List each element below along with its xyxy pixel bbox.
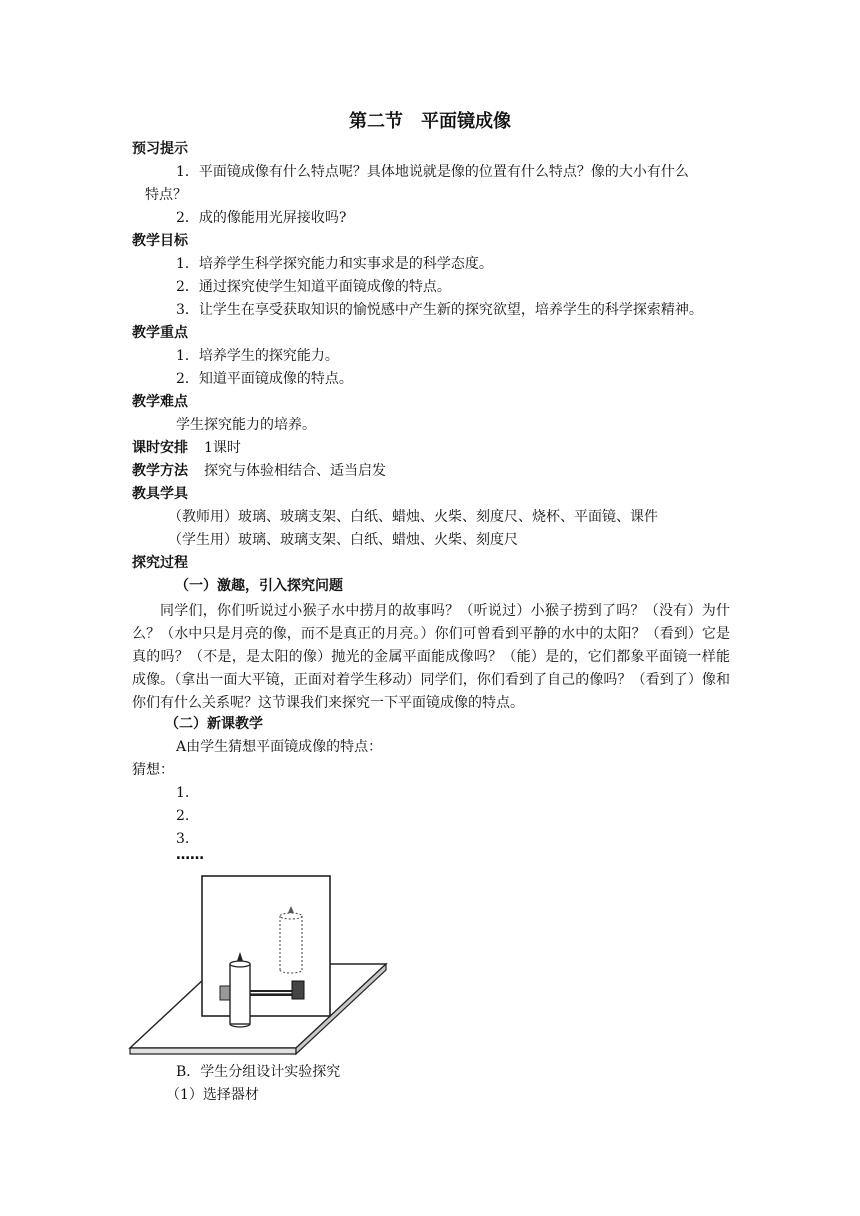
tools-teacher: （教师用）玻璃、玻璃支架、白纸、蜡烛、火柴、刻度尺、烧杯、平面镜、课件 [168, 509, 658, 525]
focus-heading: 教学重点 [132, 325, 188, 341]
step-1: （1）选择器材 [166, 1087, 259, 1103]
guess-item: 2. [176, 808, 190, 824]
tools-heading: 教具学具 [132, 486, 188, 502]
part1-paragraph: 同学们，你们听说过小猴子水中捞月的故事吗？（听说过）小猴子捞到了吗？（没有）为什么？（水中只是月亮的像，而不是真正的月亮。）你们可曾看到平静的水中的太阳？（看到）它是真的吗？（不是，是太阳的像）抛光的金属平面能成像吗？（能）是的，它们都象平面镜一样能成像。（拿出一面大平镜，正面对着学生移动）同学们，你们看到了自己的像吗？（看到了）像和你们有什么关系呢？这节课我们来探究一下平面镜成像的特点。 [132, 603, 730, 711]
preview-heading: 预习提示 [132, 141, 188, 157]
schedule-heading: 课时安排 [132, 440, 188, 456]
goal-item: 2．通过探究使学生知道平面镜成像的特点。 [176, 279, 451, 295]
page-title: 第二节 平面镜成像 [349, 111, 511, 132]
goals-heading: 教学目标 [132, 233, 188, 249]
left-clamp [220, 986, 230, 1000]
preview-question-2: 2．成的像能用光屏接收吗? [176, 210, 347, 226]
guess-item: 3. [176, 831, 190, 847]
focus-item: 1．培养学生的探究能力。 [176, 348, 339, 364]
goal-item: 3．让学生在享受获取知识的愉悦感中产生新的探究欲望，培养学生的科学探索精神。 [176, 302, 703, 318]
right-clamp [292, 981, 304, 999]
part2-heading: （二）新课教学 [165, 716, 263, 732]
schedule-text: 1课时 [204, 440, 241, 456]
preview-question-1: 1．平面镜成像有什么特点呢？具体地说就是像的位置有什么特点？像的大小有什么 [176, 164, 689, 180]
guess-item: 1. [176, 785, 190, 801]
step-b: B．学生分组设计实验探究 [176, 1064, 341, 1080]
part1-heading: （一）激趣，引入探究问题 [175, 578, 343, 594]
difficulty-text: 学生探究能力的培养。 [176, 417, 316, 433]
goal-item: 1．培养学生科学探究能力和实事求是的科学态度。 [176, 256, 493, 272]
real-candle-top [230, 961, 250, 967]
preview-question-1-cont: 特点？ [145, 187, 187, 203]
tools-student: （学生用）玻璃、玻璃支架、白纸、蜡烛、火柴、刻度尺 [168, 532, 518, 548]
focus-item: 2．知道平面镜成像的特点。 [176, 371, 353, 387]
base-board-edge [130, 1048, 296, 1054]
ellipsis: …… [176, 847, 204, 863]
mirror-experiment-figure [128, 866, 388, 1062]
method-heading: 教学方法 [132, 463, 188, 479]
process-heading: 探究过程 [132, 555, 188, 571]
guess-intro: A由学生猜想平面镜成像的特点： [176, 739, 383, 755]
method-text: 探究与体验相结合、适当启发 [204, 463, 386, 479]
guess-label: 猜想： [132, 762, 174, 778]
real-candle [230, 964, 250, 1024]
difficulty-heading: 教学难点 [132, 394, 188, 410]
